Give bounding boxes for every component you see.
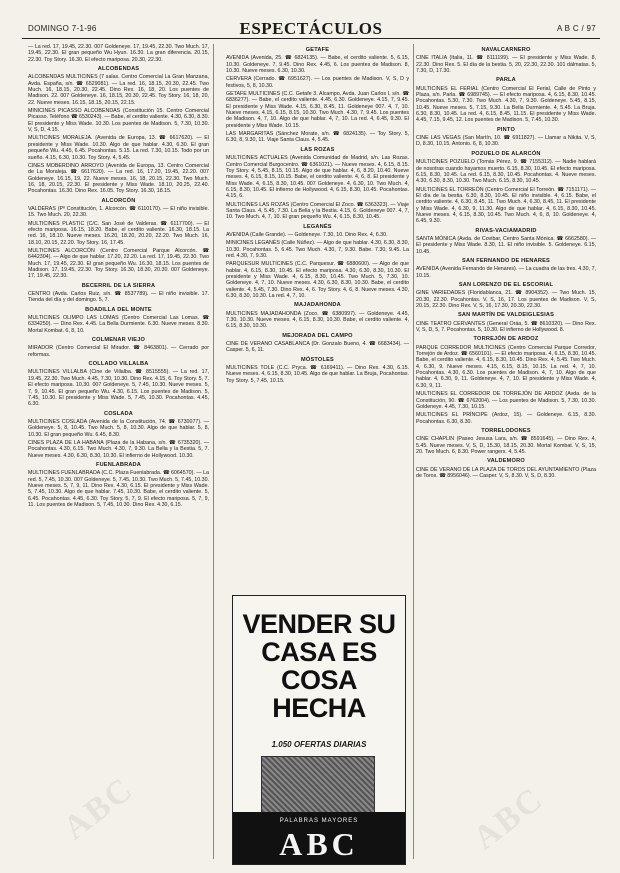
listings-column-1 — [28, 44, 214, 859]
cinema-listing: MULTICINES VILLALBA (Cine de Villalba. ☎ 8515555). — La red. 17, 19.45, 22.30. Two Much. 4.45, 7.30, 10.30. Dino Rex. 4.15, 6. Toy Story. 5, 7. El efecto mariposa. 10.30. 007 Goldeneye. 5, 7.45, 10.30. Nueve meses. 5, 7, 9, 10.45. El gran pequeño Wu. 4.30, 6.15. Los puentes de Madison. 5, 7.45, 10.30. El presidente y Miss Wade. 5, 7.45, 10.30. Pocahontas. 4.45, 6.30. — [28, 369, 209, 408]
town-heading: PARLA — [496, 77, 516, 84]
cinema-listing: MULTICINES MORALEJA. (Avenida de Europa, 13. ☎ 6617620). — El presidente y Miss Wade. 10.30. Algo de que hablar. 4.30, 6.30. El gran pequeño Wu. 4.45, 6.45. Pocahontas. 5.15. La red. 7.30, 10.15. Todo por un sueño. 4.15, 6.30, 10.30. Toy Story. 4, 5.45. — [28, 135, 209, 161]
cinema-listing: CINE DE VERANO CASABLANCA (Dr. Gonzalo Bueno, 4. ☎ 6683434). — Casper. 5, 6, 11. — [226, 341, 409, 354]
cinema-listing: MULTICINES EL CORREDOR DE TORREJÓN DE ARDOZ (Avda. de la Constitución, 90. ☎ 6762004). — Los puentes de Madison. 5, 7.30, 10.30. Goldeneye. 4.45, 7.30, 10.15. — [416, 391, 596, 410]
town-heading: POZUELO DE ALARCÓN — [471, 150, 541, 157]
cinema-listing: MULTICINES COSLADA (Avenida de la Constitución, 74. ☎ 6730077). — Goldeneye. 5, 8, 10.45. Two Much. 5, 8, 10.30. Algo de que hablar. 5, 8, 10.30. El gran pequeño Wu. 6.45, 8.30. — [28, 418, 209, 438]
cinema-listing: CENTRO (Avda. Carlos Ruiz, s/n. ☎ 8537789). — El niño invisible. 17. Tienda del día y del domingo. 5, 7. — [28, 291, 209, 304]
cinema-listing: GINE VARIEDADES (Floridablanca, 21. ☎ 8904352). — Two Much. 15, 20.30, 22.30. Pocahontas. V, S, 16, 17. Los puentes de Madison. V, S, 20.15, 22.30. Dino Rex. V, S, 16, 17.30, 20.30, 22.30. — [416, 290, 596, 310]
town-heading: MÓSTOLES — [301, 356, 334, 363]
cinema-listing: CINE DE VERANO DE LA PLAZA DE TOROS DEL AYUNTAMIENTO (Plaza de Toros. ☎ 8956046). — Casper. V, S, 8.30. V, S, D, 8.30. — [416, 466, 596, 479]
section-title: ESPECTÁCULOS — [239, 19, 383, 38]
real-estate-advertisement — [232, 595, 406, 865]
ad-banner — [233, 812, 405, 864]
town-heading: PINTO — [497, 126, 515, 133]
ad-headline: VENDER SU CASA ES COSA HECHA — [242, 609, 396, 723]
cinema-listing: MULTICINES OLIMPO LAS LOMAS (Centro Comercial Las Lomas. ☎ 6334250). — Dino Rex. 4.45. La Bella Durmiente. 6.30. Nueve meses. 8.30. Mortal Kombat. 6, 8, 10. — [28, 315, 209, 334]
watermark: ABC — [56, 770, 141, 848]
cinema-listing: MULTICINES MAJADAHONDA (Zoco. ☎ 6380997). — Goldeneye. 4.45, 7.30, 10.30. Nueve meses. 4, 6.15, 8.30, 10.30. Babe, el cerdito valiente. 4, 6.15, 8.30, 10.30. — [226, 310, 409, 330]
town-heading: SAN FERNANDO DE HENARES — [462, 257, 550, 264]
town-heading: MEJORADA DEL CAMPO — [282, 332, 353, 339]
town-heading: ALCOBENDAS — [97, 66, 140, 73]
town-heading: SAN MARTÍN DE VALDEIGLESIAS — [457, 312, 555, 319]
cinema-listing: CERVERA (Cerrado. ☎ 6951627). — Los puentes de Madison. V, S, D y festivos, 5, 8, 10.30. — [226, 76, 409, 89]
cinema-listing: MULTICINES LAS ROZAS (Centro Comercial El Zoco. ☎ 6363323). — Viaje Santa Claus. 4, 5.45, 7.30. La Bella y la Bestia. 4.15, 6. Goldeneye 007. 4, 7, 10. Two Much. 4, 7, 10. El gran pequeño Wu. 4, 6.15, 8.30, 10.45. — [226, 201, 409, 221]
cinema-listing: MULTICINES TOLE (C.C. Pryca. ☎ 6169411). — Dino Rex. 4.30, 6.15. Nueve meses. 4, 6.15, 8.30, 10.45. Algo de que hablar. La Bruja, Pocahontas. Toy Story. 5, 7.45, 10.15. — [226, 365, 409, 384]
issue-date: DOMINGO 7-1-96 — [28, 24, 97, 33]
cinema-listing: MINICINES PICASSO ALCOBENDAS (Constitución 15. Centro Comercial Picasso. Teléfono ☎ 6530243). — Babe, el cerdito valiente. 4.30, 6.30, 8.30. El presidente y Miss Wade. 10.30. Los puentes de Madison. 5, 7.30, 10.30. V, S, D, 4.15. — [28, 108, 209, 134]
ad-offers-text: 1.050 OFERTAS DIARIAS — [271, 740, 367, 749]
cinema-listing: MIRADOR (Centro Comercial El Mirador. ☎ 8463801). — Cerrado por reformas. — [28, 345, 209, 358]
town-heading: TORREJÓN DE ARDOZ — [473, 336, 539, 343]
town-heading: FUENLABRADA — [95, 461, 142, 468]
cinema-listing: ALCOBENDAS MULTICINES (7 salas. Centro Comercial La Gran Manzana, Avda. España, s/n. ☎ 6529081). — La red. 16, 18.15, 20.30, 22.45. Two Much. 16, 18.15, 20.30, 22.45. Dino Rex. 16, 18, 20. Los puentes de Madison. 22. 007 Goldeneye. 16, 18.15, 20.30, 22.45. Toy Story. 16, 18, 20, 22. Nueve meses. 16.15, 18.15, 20.15, 22.15. — [28, 74, 209, 106]
cinema-listing: AVENIDA (Calle Grande). — Goldeneye. 7.30, 10. Dino Rex. 4, 6.30. — [226, 231, 388, 238]
cinema-listing: AVENIDA (Avenida Fernando de Henares). — La cuadra de las tres. 4.30, 7, 10.15. — [416, 266, 596, 279]
cinema-listing: VALDERAS (Pº Constitución, 1. Alcorcón. ☎ 6110170). — El niño invisible. 15. Two Much. 20, 22.30. — [28, 205, 209, 219]
cinema-listing: — La red. 17, 19.45, 22.30. 007 Goldeneye. 17, 19.45, 22.30. Two Much. 17, 19.45, 22.30. El gran pequeño Wu Hyun. 16.30. La gran diferencia. 20.15, 22.30. Toy Story. 16.30. El efecto mariposa. 20.30, 22.30. — [28, 44, 209, 63]
listings-column-3 — [416, 44, 596, 859]
town-heading: TORRELODONES — [481, 427, 531, 434]
page-number: A B C / 97 — [556, 24, 596, 33]
town-heading: VALDEMORO — [487, 458, 525, 465]
town-heading: BOADILLA DEL MONTE — [85, 306, 152, 313]
town-heading: SAN LORENZO DE EL ESCORIAL — [458, 282, 554, 288]
cinema-listing: MULTICINES EL TORREÓN (Centro Comercial El Torreón. ☎ 7151171). — El día de la bestia. 6.30, 8.30, 10.45. El niño invisible. 4, 6.15. Babe, el cerdito valiente. 4, 6.30, 8.45, 11. Two Much. 4, 6.30, 8.45, 11. El presidente y Miss Wade. 4, 6.30, 9, 11.30. Algo de que hablar. 4, 6.15, 8.30, 10.45. Nueve meses. 4, 6.15, 8.30, 10.45. Two Much. 4, 6, 8, 10. Goldeneye. 4, 6.45, 9.30. — [416, 186, 596, 225]
town-heading: NAVALCARNERO — [481, 47, 531, 53]
cinema-listing: MULTICINES PLASTIC (C/C. San José de Valderas. ☎ 6117700). — El efecto mariposa. 16.15, 18.20. Babe, el cerdito valiente. 16.30, 18.15. La red. 16, 18.10. Nueve meses. 16.20, 18.20, 20.20, 22.20. Two Much. 16, 18.10, 20.15, 22.20. Toy Story. 16, 17.45. — [28, 220, 209, 246]
cinema-listing: MULTICINES ALCORCÓN (Centro Comercial Parque Alcorcón. ☎ 6442304). — Algo de que hablar. 17.20, 22.20. La red. 17, 19.45, 22.30. Two Much. 17, 19.45, 22.30. El gran pequeño Wu. 16.30, 18.15. Los puentes de Madison. 17, 19.45, 22.30. Toy Story. 16.30, 18.30, 20.30. 007 Goldeneye. 17, 19.45, 22.30. — [28, 247, 209, 280]
town-heading: BECERRIL DE LA SIERRA — [81, 282, 156, 289]
page-header — [22, 18, 600, 39]
cinema-listing: MULTICINES ACTUALES (Avenida Comunidad de Madrid, s/n. Las Rozas. Centro Comercial Burgocentro. ☎ 6361021). — Nueve meses. 4, 6.15, 8.15. Toy Story. 4, 5.45, 8.15, 10.15. Algo de que hablar. 4, 6, 8.20, 10.40. Nueve meses. 4, 6.15, 8.15, 10.15. Babe, el cerdito valiente. 4, 6, 8. El presidente y Miss Wade. 4, 6.15, 8.30, 10.45. 007 Goldeneye. 4, 6.30, 10. Two Much. 4, 6.15, 8.30, 10.45. El infierno de Hollywood. 4, 6.15, 8.30, 10.45. Pocahontas. 4.15, 6. — [226, 155, 409, 200]
town-heading: ALCORCÓN — [101, 197, 136, 204]
cinema-listing: CINE ITALIA (Italia, 11. ☎ 8111199). — El presidente y Miss Wade. 8, 22.30. Dino Rex. 5. El día de la bestia. 5, 20, 22.30, 22.30. 101 dálmatas. 5, 7.30, D, 17.30. — [416, 55, 596, 75]
abc-logo: ABC — [279, 826, 359, 862]
cinema-listing: GETAFE MULTICINES (C.C. Getafe 3. Alcampo, Avda. Juan Carlos I, s/n. ☎ 6836277). — Babe, el cerdito valiente. 4.45, 6.30. Goldeneye. 4.15, 7, 9.45. El presidente y Miss Wade. 4.15, 6.30, 8.45, 11. Goldeneye 007. 4, 7, 10. Nueve meses. 4.15, 6.15, 8.15, 10.30. Two Much. 4.30, 7, 9.45. Los puentes de Madison. 4, 7, 10. Algo de que hablar. 4, 7, 10. La red. 4, 6.45, 9.30. El presidente y Miss Wade. 10.15. — [226, 91, 409, 129]
cinema-listing: CINE TEATRO CERVANTES (General Oráa, 5. ☎ 8610320). — Dino Rex. V, S, D, 5, 7. Pocahontas. 5, 10.30. El infierno de Hollywood. 8. — [416, 320, 596, 334]
cinema-listing: MULTICINES POZUELO (Tomás Pérez, 9. ☎ 7155312). — Nadie hablará de nosotras cuando hayamos muerto. 6.15, 8.30, 10.45. El efecto mariposa. 6.15, 8.30, 10.45. La red. 6.15, 8.30, 10.45. Pocahontas. 4. Nueve meses. 4.30, 6.30, 8.30, 10.30. Two Much. 6.15, 8.30, 10.45. — [416, 159, 596, 185]
town-heading: COSLADA — [103, 410, 134, 417]
cinema-listing: PARQUESUR MULTICINES (C.C. Parquesur. ☎ 6880600). — Algo de que hablar. 4, 6.15, 8.30, 10.45. El efecto mariposa. 4.30, 6.30, 8.30, 10.30. El presidente y Miss Wade. 4, 6.15, 8.30, 10.45. Two Much. 5, 7.30, 10. Goldeneye. 4, 7, 10. Nueve meses. 4.30, 6.30, 8.30, 10.30. Babe, el cerdito valiente. 4, 5.45, 7.30. Dino Rex. 4, 6. Toy Story. 4, 6, 8. Nueve meses. 4.30, 6.30, 8.30, 10.30. La red. 4, 7, 10. — [226, 261, 409, 300]
cinema-listing: MULTICINES FUENLABRADA (C.C. Plaza Fuenlabrada. ☎ 6064570). — La red. 5, 7.45, 10.30. 007 Goldeneye. 5, 7.45, 10.30. Two Much. 5, 7.45, 10.30. Nueve meses. 5, 7, 9, 11. Dino Rex. 4.30, 6.15. El presidente y Miss Wade. 5, 7.45, 10.30. Algo de que hablar. 7.45, 10.30. Babe, el cerdito valiente. 5, 6.45. Pocahontas. 4.45, 6.30. Toy Story. 5, 7, 9. El efecto mariposa. 5, 7, 9, 11. Los puentes de Madison. 5, 7.45, 10.30. Dino Rex. 4.30, 6.15. — [28, 470, 210, 508]
town-heading: MAJADAHONDA — [294, 302, 341, 309]
ad-banner-tagline: PALABRAS MAYORES — [279, 818, 359, 824]
town-heading: LEGANÉS — [303, 223, 332, 230]
watermark: ABC — [466, 780, 551, 858]
town-heading: COLMENAR VIEJO — [91, 337, 146, 344]
cinema-listing: MULTICINES EL FERIAL (Centro Comercial El Ferial, Calle de Pinto y Plaza, s/n. Parla. ☎ 6989745). — El efecto mariposa. 4, 6.15, 8.30, 10.45. Pocahontas. 5.30, 7.30. Two Much. 4.30, 7, 9.30. Goldeneye. 5.45, 8.15, 10.45. Nueve meses. 5, 7.15, 9.30. La Bella Durmiente. 4, 5.45. La Bruja. 6.30, 8.30, 10.45. La red. 4, 6.15, 8.45, 11.15. El presidente y Miss Wade. 4.45, 7.15, 9.45, 12. Los puentes de Madison. 5, 7.45, 10.30. — [416, 85, 596, 124]
cinema-listing: CINE LAS VEGAS (San Martín, 10. ☎ 6911827). — Llamar a Nikita. V, S, D, 8.30, 10.15. Antonio. 6, 8, 10.30. — [416, 135, 596, 148]
cinema-listing: SANTA MÓNICA (Avda. de Covibar, Centro Santa Mónica. ☎ 6662580). — El presidente y Miss Wade. 8.30, 11. El niño invisible. 5. Goldeneye. 6.15, 10.45. — [416, 235, 596, 255]
town-heading: COLLADO VILLALBA — [88, 361, 149, 368]
cinema-listing: AVENIDA (Avenida, 25. ☎ 6824135). — Babe, el cerdito valiente. 5, 6.15, 10.30. Goldeneye. 7, 9.45. Dino Rex. 4.45, 6. Los puentes de Madison. 8, 10.30. Nueve meses. 6.30, 10.30. — [226, 55, 409, 75]
town-heading: GETAFE — [305, 47, 330, 53]
cinema-listing: CINES PLAZA DE LA HABANA (Plaza de la Habana, s/n. ☎ 6735320). — Pocahontas. 4.30, 6.15. Two Much. 4.30, 7, 9.30. La Bella y la Bestia. 5, 7. Nueve meses. 4.30, 6.30, 8.30, 10.30. El infierno de Hollywood. 10.30. — [28, 439, 209, 459]
cinema-listing: CINE CHAPLIN (Paseo Jesusa Lara, s/n. ☎ 8591645). — Dino Rex. 4, 5.45. Nueve meses. V, S, D, 15.30, 18.15, 20.30. Mortal Kombat. V, S, 15, 20. Two Much. 6, 8.30. Power rangers. 4, 5.45. — [416, 436, 596, 455]
cinema-listing: CINES MOBERDINO ARROYO (Avenida de Europa, 13. Centro Comercial de La Moraleja. ☎ 6617620). — La red. 16, 17.20, 19.45, 22.20. 007 Goldeneye. 16.15, 19, 22. Nueve meses. 16, 18, 20.15, 22.30. Two Much. 16, 18, 20.15, 22.30. El presidente y Miss Wade. 18.10, 20.25, 22.40. Pocahontas. 16.30. Dino Rex. 16.05. Toy Story. 16.30, 18.15. — [28, 162, 209, 195]
town-heading: RIVAS-VACIAMADRID — [475, 227, 537, 234]
cinema-listing: PARQUE CORREDOR MULTICINES (Centro Comercial Parque Corredor, Torrejón de Ardoz. ☎ 6560101). — El efecto mariposa. 4, 6.15, 8.30, 10.45. Babe, el cerdito valiente. 4, 6.15, 8.30, 10.45. Dino Rex. 4, 5.45. Two Much. 4, 6.30, 9. Nueve meses. 4.15, 6.15, 8.15, 10.15. La red. 4, 7, 10. Pocahontas. 4.30, 6.30. Los puentes de Madison. 4, 7, 10. Algo de que hablar. 4, 6.30, 9, 11. Goldeneye. 4, 7, 10. El presidente y Miss Wade. 4, 6.30, 9, 11. — [416, 344, 596, 389]
town-heading: LAS ROZAS — [300, 146, 335, 153]
cinema-listing: MINICINES LEGANÉS (Calle Núñez). — Algo de que hablar. 4.30, 6.30, 8.30, 10.30. Pocahontas. 5, 6.45. Two Much. 4.30, 7, 9.30. Babe. 7.30, 9.45. La red. 4.30, 7, 9.30. — [226, 240, 409, 259]
cinema-listing: MULTICINES EL PRÍNCIPE (Ardoz, 15). — Goldeneye. 6.15, 8.30. Pocahontas. 6.30, 8.30. — [416, 412, 596, 425]
cinema-listing: LAS MARGARITAS (Sánchez Morate, s/n. ☎ 6824135). — Toy Story. 5, 6.30, 8, 9.30, 11. Viaje Santa Claus. 4, 5.45. — [226, 131, 409, 144]
ad-photo — [261, 756, 375, 818]
